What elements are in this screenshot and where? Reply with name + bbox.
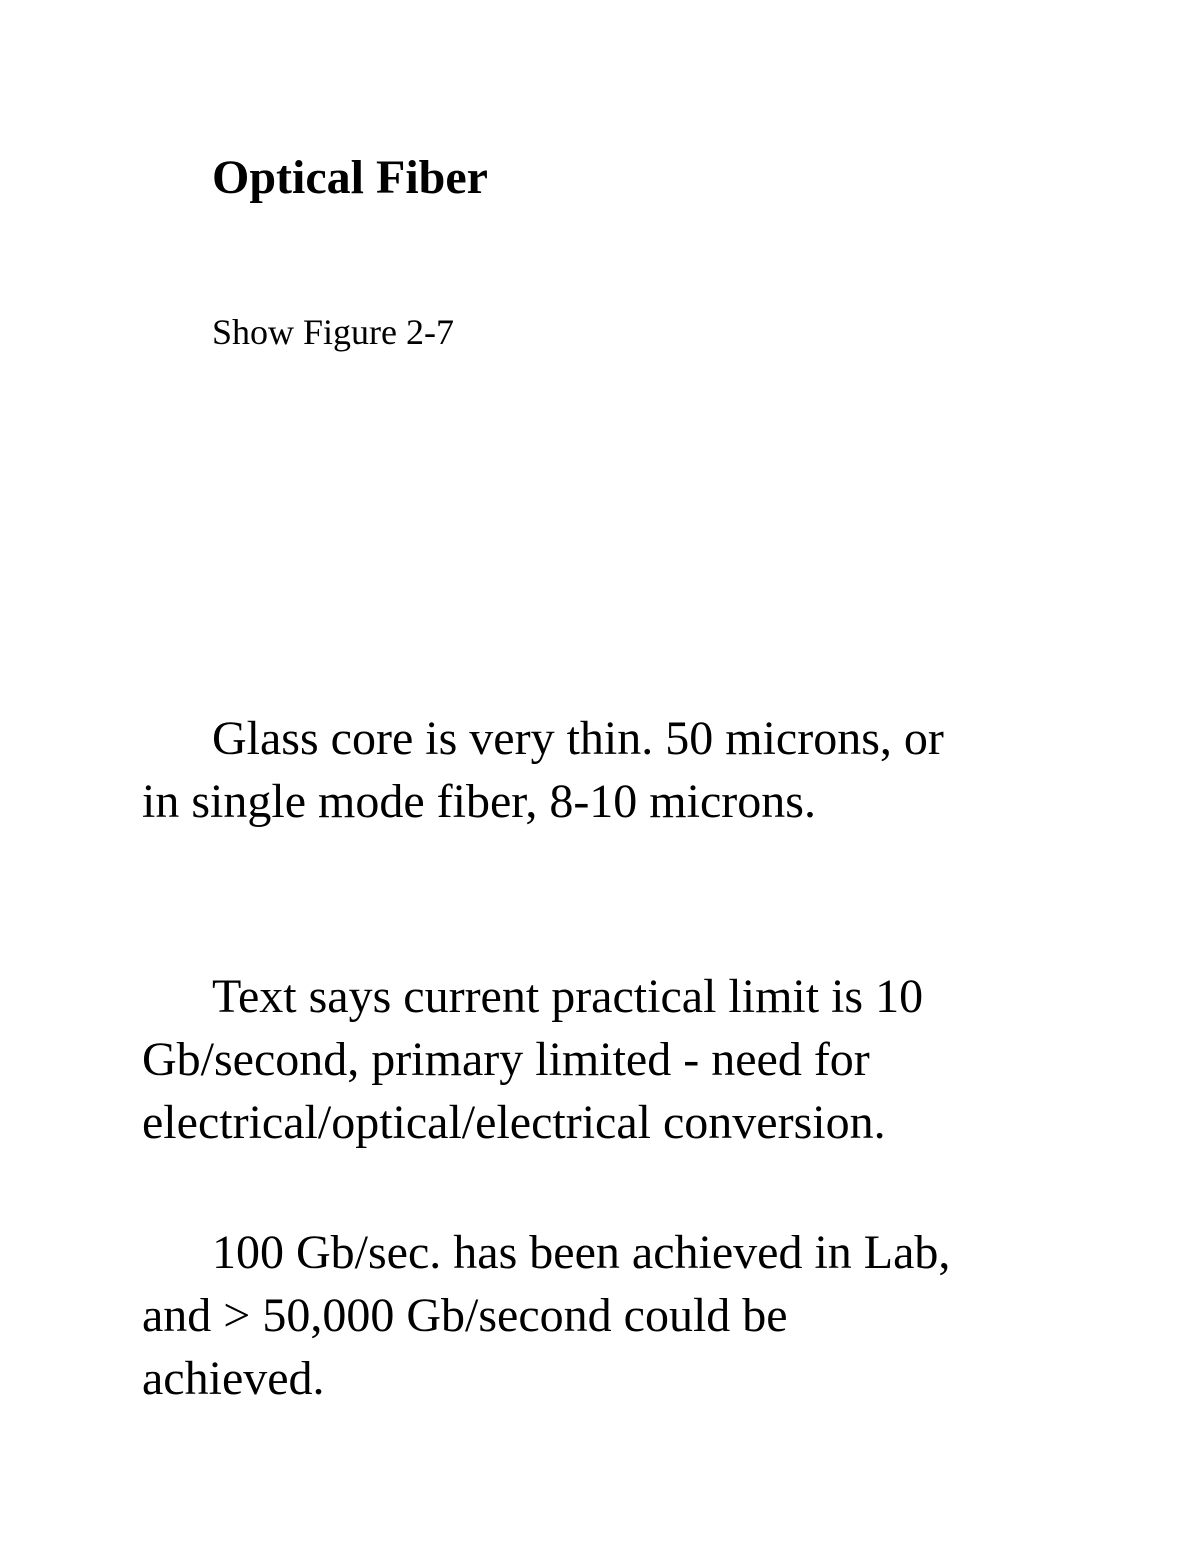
paragraph-line: 100 Gb/sec. has been achieved in Lab,	[212, 1226, 951, 1279]
paragraph-line: Gb/second, primary limited - need for	[142, 1033, 870, 1086]
paragraph-practical-limit	[142, 965, 1082, 1154]
paragraph-line: Glass core is very thin. 50 microns, or	[212, 712, 944, 765]
paragraph-line: and > 50,000 Gb/second could be	[142, 1289, 788, 1342]
page-title: Optical Fiber	[212, 151, 488, 204]
paragraph-core-size	[142, 707, 1082, 833]
paragraph-line: in single mode fiber, 8-10 microns.	[142, 775, 816, 828]
paragraph-line: achieved.	[142, 1352, 325, 1405]
paragraph-line: electrical/optical/electrical conversion.	[142, 1096, 886, 1149]
figure-note: Show Figure 2-7	[212, 312, 454, 352]
paragraph-line: Text says current practical limit is 10	[212, 970, 924, 1023]
paragraph-lab-achievement	[142, 1221, 1082, 1410]
